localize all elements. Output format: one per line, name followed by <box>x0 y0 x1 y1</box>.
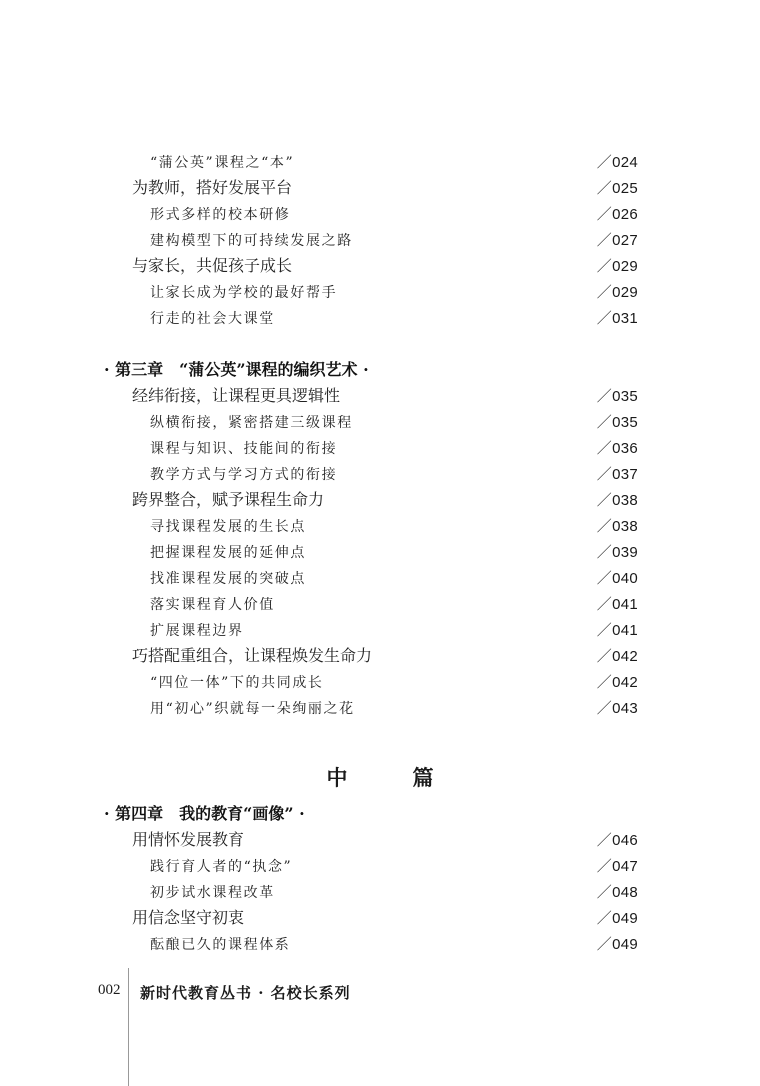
toc-entry <box>0 670 760 696</box>
toc-section <box>0 488 760 514</box>
toc-section <box>0 644 760 670</box>
toc-entry <box>0 566 760 592</box>
toc-entry-title: 酝酿已久的课程体系 <box>150 937 291 953</box>
toc-entry-title: 践行育人者的“执念” <box>150 859 293 875</box>
toc-entry-page: ／037 <box>596 466 638 483</box>
toc-entry-page: ／048 <box>596 884 638 901</box>
page-number: 002 <box>98 982 121 998</box>
toc-entry-title: 找准课程发展的突破点 <box>150 571 306 587</box>
toc-entry-page: ／038 <box>596 518 638 535</box>
toc-entry-page: ／035 <box>596 414 638 431</box>
toc-entry-page: ／029 <box>596 258 638 275</box>
toc-section <box>0 906 760 932</box>
chapter-heading <box>0 801 760 827</box>
footer-divider <box>128 968 129 1086</box>
toc-entry <box>0 306 760 332</box>
toc-entry <box>0 150 760 176</box>
toc-entry <box>0 228 760 254</box>
toc-entry-page: ／029 <box>596 284 638 301</box>
toc-section <box>0 254 760 280</box>
toc-entry-page: ／027 <box>596 232 638 249</box>
toc-entry-title: 教学方式与学习方式的衔接 <box>150 467 338 483</box>
toc-entry-page: ／038 <box>596 492 638 509</box>
toc-section <box>0 176 760 202</box>
toc-section-title: 经纬衔接，让课程更具逻辑性 <box>132 388 341 405</box>
toc-entry-page: ／026 <box>596 206 638 223</box>
toc-entry-page: ／035 <box>596 388 638 405</box>
toc-entry <box>0 436 760 462</box>
chapter-title: · 第三章 “蒲公英”课程的编织艺术 · <box>104 360 369 379</box>
toc-entry-page: ／047 <box>596 858 638 875</box>
toc-entry-title: 把握课程发展的延伸点 <box>150 545 306 561</box>
toc-entry-title: 落实课程育人价值 <box>150 597 275 613</box>
toc-section-title: 用情怀发展教育 <box>132 832 245 849</box>
toc-entry-title: 纵横衔接，紧密搭建三级课程 <box>150 415 353 431</box>
toc-entry <box>0 592 760 618</box>
toc-section-title: 为教师，搭好发展平台 <box>132 180 293 197</box>
toc-entry <box>0 202 760 228</box>
toc-entry <box>0 280 760 306</box>
toc-entry-title: 扩展课程边界 <box>150 623 244 639</box>
toc-entry-title: “四位一体”下的共同成长 <box>150 675 324 691</box>
toc-entry-page: ／046 <box>596 832 638 849</box>
toc-entry-page: ／040 <box>596 570 638 587</box>
toc-entry-title: 行走的社会大课堂 <box>150 311 275 327</box>
toc-entry-title: 初步试水课程改革 <box>150 885 275 901</box>
toc-entry <box>0 462 760 488</box>
toc-entry-title: 形式多样的校本研修 <box>150 207 291 223</box>
toc-entry-title: 用“初心”织就每一朵绚丽之花 <box>150 701 355 717</box>
toc-entry <box>0 410 760 436</box>
toc-section-title: 与家长，共促孩子成长 <box>132 258 293 275</box>
toc-entry <box>0 880 760 906</box>
toc-entry-title: 建构模型下的可持续发展之路 <box>150 233 353 249</box>
chapter-title: · 第四章 我的教育“画像” · <box>104 804 305 823</box>
toc-entry-page: ／036 <box>596 440 638 457</box>
toc-entry-page: ／039 <box>596 544 638 561</box>
toc-entry-page: ／024 <box>596 154 638 171</box>
part-title: 中 篇 <box>326 765 456 790</box>
toc-section <box>0 828 760 854</box>
toc-entry-page: ／031 <box>596 310 638 327</box>
toc-entry-page: ／041 <box>596 622 638 639</box>
toc-entry-title: 让家长成为学校的最好帮手 <box>150 285 338 301</box>
toc-entry-title: “蒲公英”课程之“本” <box>150 155 295 171</box>
toc-section-title: 跨界整合，赋予课程生命力 <box>132 492 325 509</box>
toc-entry <box>0 618 760 644</box>
toc-entry <box>0 514 760 540</box>
toc-entry-page: ／042 <box>596 648 638 665</box>
chapter-heading <box>0 357 760 383</box>
toc-section-title: 用信念坚守初衷 <box>132 910 245 927</box>
series-title: 新时代教育丛书 · 名校长系列 <box>140 984 351 1002</box>
toc-entry <box>0 854 760 880</box>
toc-entry <box>0 540 760 566</box>
toc-entry-page: ／049 <box>596 936 638 953</box>
toc-entry-page: ／043 <box>596 700 638 717</box>
toc-entry-page: ／049 <box>596 910 638 927</box>
toc-entry-title: 寻找课程发展的生长点 <box>150 519 306 535</box>
toc-section <box>0 384 760 410</box>
toc-entry-page: ／042 <box>596 674 638 691</box>
toc-entry-title: 课程与知识、技能间的衔接 <box>150 441 338 457</box>
toc-section-title: 巧搭配重组合，让课程焕发生命力 <box>132 648 373 665</box>
toc-entry <box>0 932 760 958</box>
toc-entry-page: ／041 <box>596 596 638 613</box>
toc-entry <box>0 696 760 722</box>
toc-entry-page: ／025 <box>596 180 638 197</box>
